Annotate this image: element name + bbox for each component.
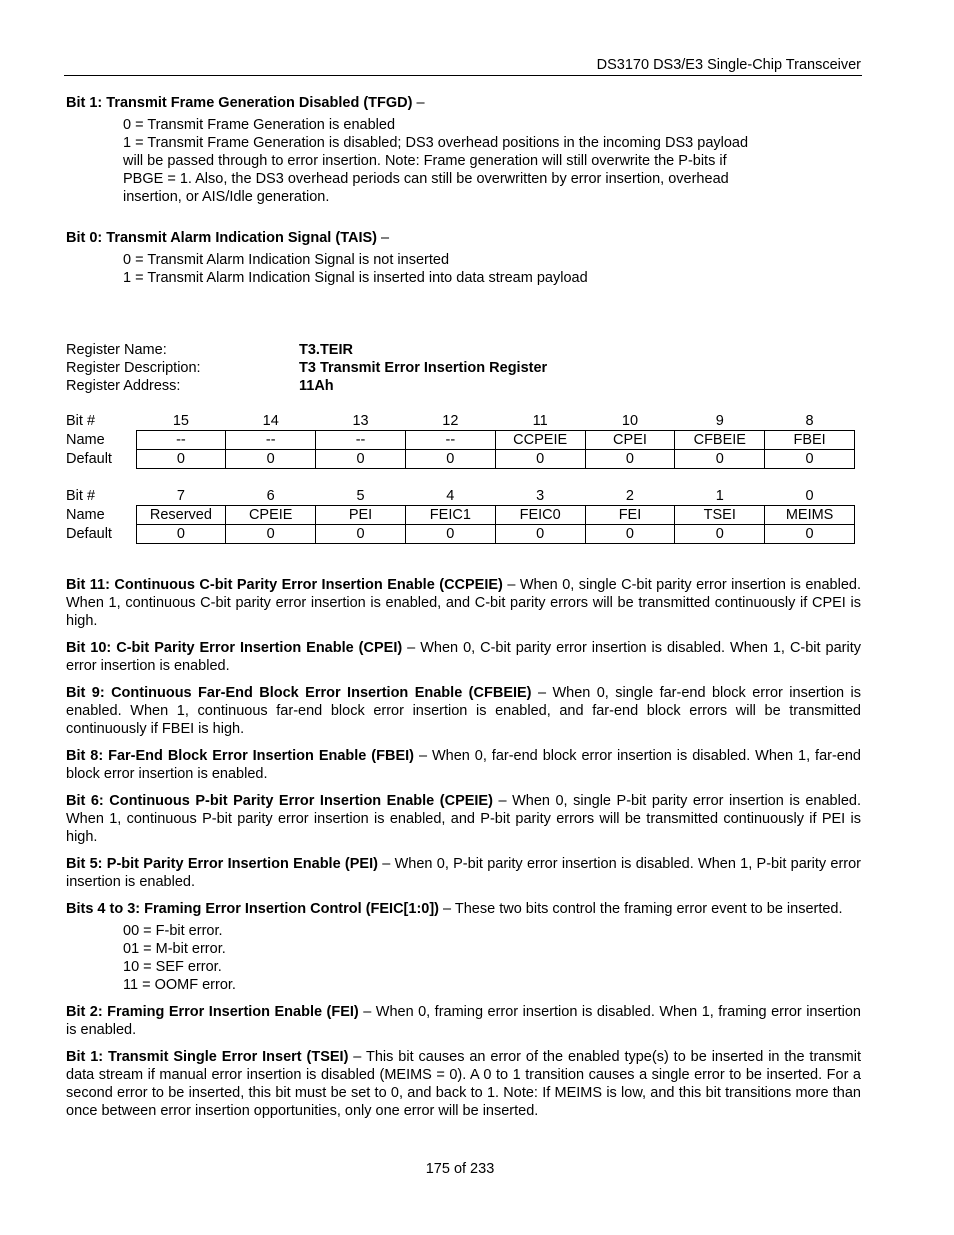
bit-default: 0 (495, 450, 585, 469)
bit-number: 12 (442, 412, 459, 429)
register-name-value: T3.TEIR (299, 342, 353, 358)
bit-table-high (66, 412, 855, 469)
bit-number: 9 (715, 412, 724, 429)
bit-number: 5 (356, 487, 365, 504)
bit-number: 2 (625, 487, 634, 504)
desc-cpei: Bit 10: C-bit Parity Error Insertion Enable (CPEI) – When 0, C-bit parity error insertion is disabled. When 1, C-bit parity error insertion is enabled. (66, 640, 861, 674)
bit-name: CCPEIE (495, 431, 585, 450)
bit-name: -- (405, 431, 495, 450)
bit-name: -- (136, 431, 226, 450)
register-desc-label: Register Description: (66, 360, 201, 376)
bit-number: 10 (621, 412, 639, 429)
bit-default: 0 (226, 525, 316, 544)
bit-number: 1 (715, 487, 724, 504)
bit-number: 13 (352, 412, 369, 429)
desc-pei: Bit 5: P-bit Parity Error Insertion Enable (PEI) – When 0, P-bit parity error insertion is disabled. When 1, P-bit parity error insertion is enabled. (66, 856, 861, 890)
line: 0 = Transmit Frame Generation is enabled (123, 117, 396, 133)
section-heading: Bit 0: Transmit Alarm Indication Signal (TAIS) (66, 230, 377, 246)
bit-name: FEIC0 (495, 506, 585, 525)
bit-number: 3 (536, 487, 545, 504)
line: PBGE = 1. Also, the DS3 overhead periods can still be overwritten by error insertion, overhead (123, 171, 729, 187)
bit-default: 0 (405, 525, 495, 544)
line: 1 = Transmit Frame Generation is disabled; DS3 overhead positions in the incoming DS3 payload (123, 135, 749, 151)
bit-default: 0 (316, 450, 406, 469)
line: insertion, or AIS/Idle generation. (123, 189, 330, 205)
section-heading: Bit 1: Transmit Frame Generation Disabled (TFGD) (66, 95, 413, 111)
bit-default: 0 (136, 450, 226, 469)
bit-default: 0 (136, 525, 226, 544)
bit-descriptions (66, 576, 861, 1120)
bit-name-row: Name Reserved CPEIE PEI FEIC1 FEIC0 FEI TSEI MEIMS (66, 506, 855, 525)
page-header: DS3170 DS3/E3 Single-Chip Transceiver (596, 57, 861, 73)
bit-name: CFBEIE (675, 431, 765, 450)
bit-number: 4 (446, 487, 455, 504)
page-number: 175 of 233 (425, 1161, 495, 1177)
bit-default: 0 (765, 450, 855, 469)
section-tais: Bit 0: Transmit Alarm Indication Signal (TAIS) – 0 = Transmit Alarm Indication Signal is not inserted 1 = Transmit Alarm Indication Signal is inserted into data stream payload (66, 229, 861, 287)
bit-name: FBEI (765, 431, 855, 450)
desc-fei: Bit 2: Framing Error Insertion Enable (FEI) – When 0, framing error insertion is disabled. When 1, framing error insertion is enabled. (66, 1004, 861, 1038)
bit-number: 8 (805, 412, 814, 429)
bit-name: FEI (585, 506, 675, 525)
register-addr-value: 11Ah (299, 378, 334, 394)
list-item: 01 = M-bit error. (123, 941, 226, 957)
bit-number: 15 (172, 412, 189, 429)
bit-name-row: Name -- -- -- -- CCPEIE CPEI CFBEIE FBEI (66, 431, 855, 450)
bit-number: 0 (805, 487, 814, 504)
list-item: 11 = OOMF error. (123, 977, 236, 993)
list-item: 00 = F-bit error. (123, 923, 223, 939)
bit-default: 0 (226, 450, 316, 469)
bit-default: 0 (495, 525, 585, 544)
bit-name: PEI (316, 506, 406, 525)
register-desc-value: T3 Transmit Error Insertion Register (299, 360, 548, 376)
bit-number: 6 (266, 487, 275, 504)
bit-default-row: Default 0 0 0 0 0 0 0 0 (66, 525, 855, 544)
bit-default: 0 (675, 525, 765, 544)
bit-default: 0 (405, 450, 495, 469)
bit-table-low (66, 487, 855, 544)
bit-name: MEIMS (765, 506, 855, 525)
register-name-label: Register Name: (66, 342, 167, 358)
line: 1 = Transmit Alarm Indication Signal is inserted into data stream payload (123, 270, 588, 286)
bit-name: TSEI (675, 506, 765, 525)
bit-number: 11 (532, 412, 548, 429)
desc-cpeie: Bit 6: Continuous P-bit Parity Error Insertion Enable (CPEIE) – When 0, single P-bit parity error insertion is enabled. When 1, continuous P-bit parity error insertion is enabled, and P-bit parity errors will be transmitted continuously if PEI is high. (66, 793, 861, 845)
bit-name: Reserved (136, 506, 226, 525)
bit-default-row: Default 0 0 0 0 0 0 0 0 (66, 450, 855, 469)
bit-default: 0 (585, 450, 675, 469)
bit-default: 0 (675, 450, 765, 469)
bit-default: 0 (585, 525, 675, 544)
bit-name: FEIC1 (405, 506, 495, 525)
bit-number: 7 (176, 487, 185, 504)
desc-cfbeie: Bit 9: Continuous Far-End Block Error Insertion Enable (CFBEIE) – When 0, single far-end block error insertion is enabled. When 1, continuous far-end block error insertion is enabled, and far-end block errors will be transmitted continuously if FBEI is high. (66, 685, 861, 737)
bit-default: 0 (316, 525, 406, 544)
bit-name: -- (226, 431, 316, 450)
desc-ccpeie: Bit 11: Continuous C-bit Parity Error Insertion Enable (CCPEIE) – When 0, single C-bit parity error insertion is enabled. When 1, continuous C-bit parity error insertion is enabled, and C-bit parity errors will be transmitted continuously if CPEI is high. (66, 577, 862, 629)
page-content (66, 94, 861, 1120)
desc-tsei: Bit 1: Transmit Single Error Insert (TSEI) – This bit causes an error of the enabled type(s) to be inserted in the transmit data stream if manual error insertion is disabled (MEIMS = 0). A 0 to 1 transition causes a single error to be inserted. For a second error to be inserted, this bit must be set to 0, and back to 1. Note: If MEIMS is low, and this bit transitions more than once between error insertion opportunities, only one error will be inserted. (66, 1049, 861, 1119)
bit-default: 0 (765, 525, 855, 544)
line: 0 = Transmit Alarm Indication Signal is not inserted (123, 252, 450, 268)
header-rule (64, 75, 862, 76)
section-tfgd: Bit 1: Transmit Frame Generation Disabled (TFGD) – 0 = Transmit Frame Generation is enabled 1 = Transmit Frame Generation is disabled; DS3 overhead positions in the incoming DS3 payload will be passed through to error insertion. Note: Frame generation will still overwrite the P-bits if PBGE = 1. Also, the DS3 overhead periods can still be overwritten by error insertion, overhead insertion, or AIS/Idle generation. (66, 94, 861, 206)
bit-number-row: Bit # 7 6 5 4 3 2 1 0 (66, 487, 855, 506)
desc-feic: Bits 4 to 3: Framing Error Insertion Control (FEIC[1:0]) – These two bits control the framing error event to be inserted. (66, 901, 843, 917)
bit-number-row: Bit # 15 14 13 12 11 10 9 8 (66, 412, 855, 431)
bit-name: CPEI (585, 431, 675, 450)
list-item: 10 = SEF error. (123, 959, 222, 975)
bit-name: -- (316, 431, 406, 450)
desc-fbei: Bit 8: Far-End Block Error Insertion Enable (FBEI) – When 0, far-end block error insertion is disabled. When 1, far-end block error insertion is enabled. (66, 748, 861, 782)
bit-number: 14 (262, 412, 279, 429)
bit-name: CPEIE (226, 506, 316, 525)
feic-options (123, 922, 861, 994)
register-addr-label: Register Address: (66, 378, 181, 394)
line: will be passed through to error insertion. Note: Frame generation will still overwrite the P-bits if (123, 153, 727, 169)
register-info (66, 341, 861, 395)
